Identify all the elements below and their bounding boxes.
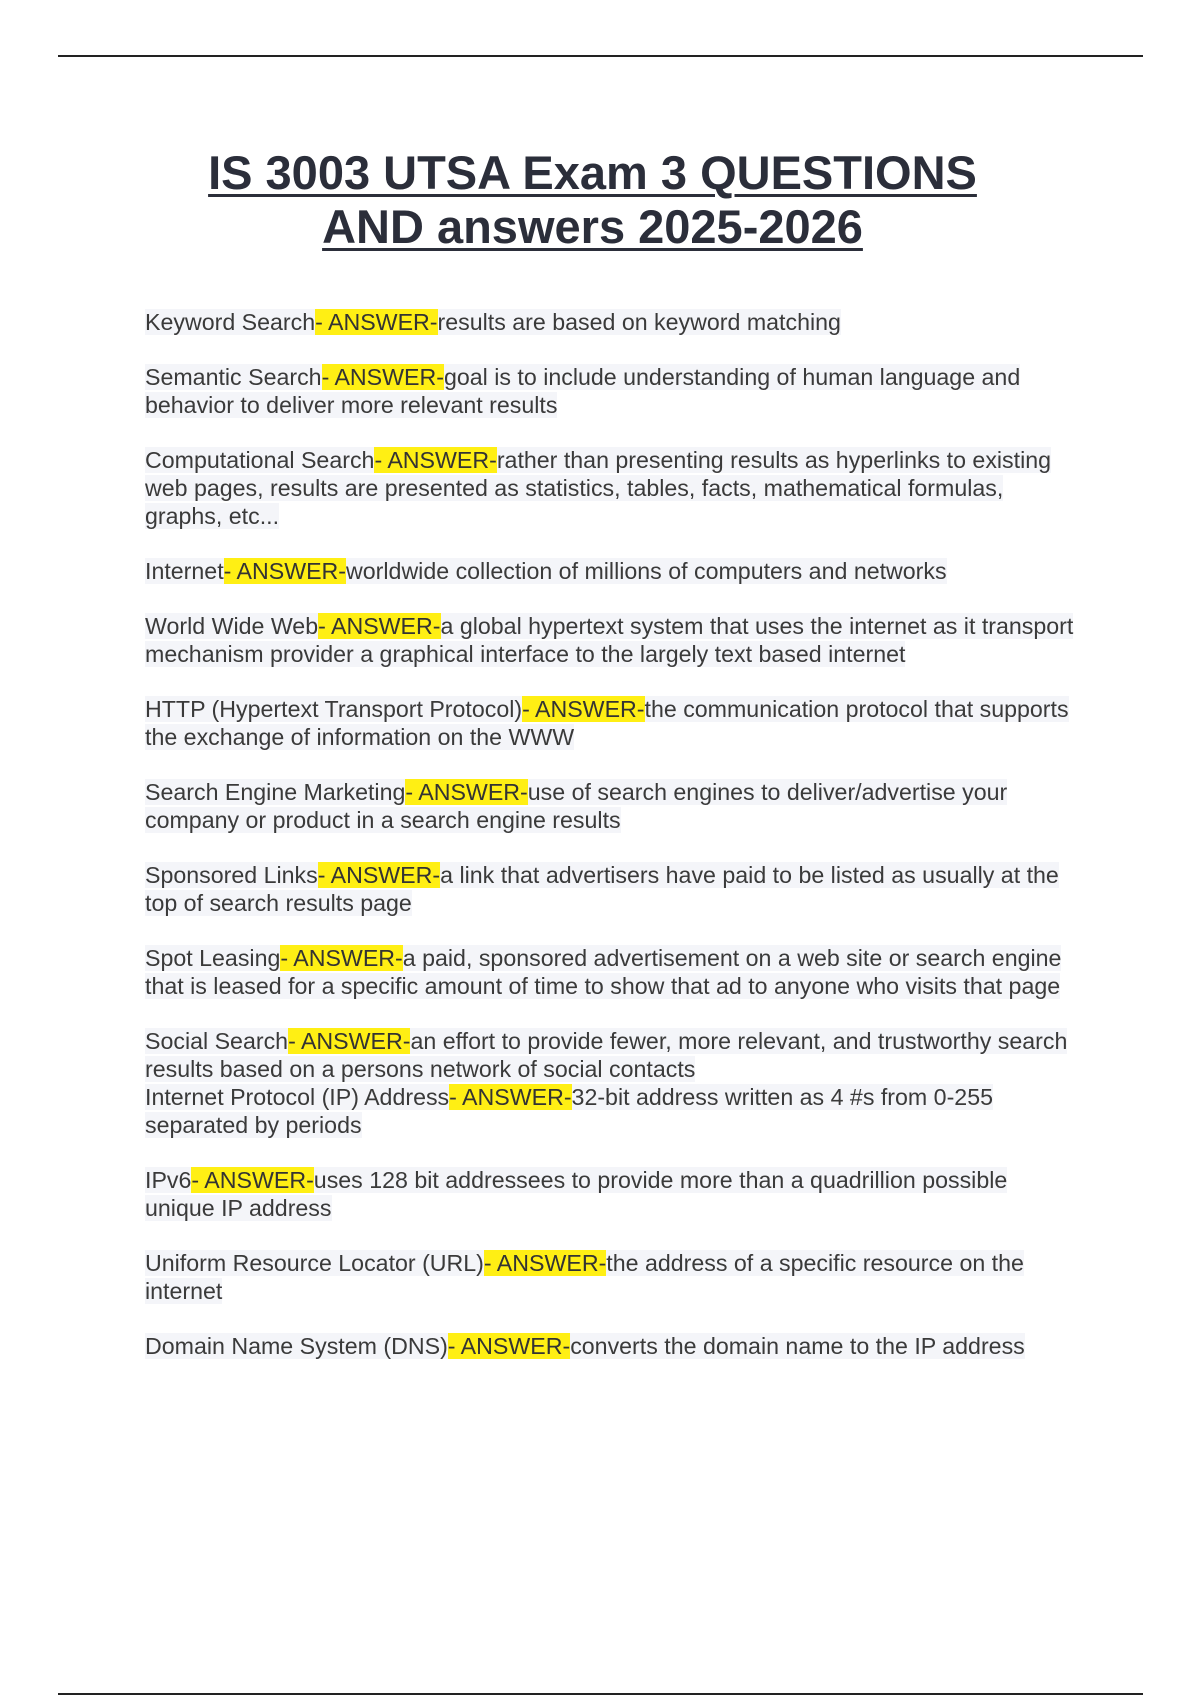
entry-definition: uses 128 bit addressees to provide more than a quadrillion possible unique IP address (145, 1167, 1008, 1221)
entry-term: Spot Leasing (145, 945, 281, 971)
qa-entry (145, 1027, 1075, 1083)
qa-entry (145, 778, 1075, 834)
qa-entry (145, 1249, 1075, 1305)
entry-definition: results are based on keyword matching (437, 309, 841, 335)
entry-definition: 32-bit address written as 4 #s from 0-255 separated by periods (145, 1084, 993, 1138)
entry-definition: an effort to provide fewer, more relevant, and trustworthy search results based on a persons network of social contacts (145, 1028, 1068, 1082)
answer-marker: - ANSWER- (447, 1333, 571, 1359)
answer-marker: - ANSWER- (321, 364, 444, 390)
entry-definition: the communication protocol that supports the exchange of information on the WWW (145, 696, 1069, 750)
entry-definition: goal is to include understanding of human language and behavior to deliver more relevant results (145, 364, 1021, 418)
entry-term: IPv6 (145, 1167, 192, 1193)
answer-marker: - ANSWER- (317, 862, 441, 888)
qa-entry (145, 612, 1075, 668)
answer-marker: - ANSWER- (280, 945, 403, 971)
qa-entry (145, 695, 1075, 751)
bottom-rule (58, 1693, 1143, 1695)
answer-marker: - ANSWER- (315, 309, 438, 335)
entry-term: Semantic Search (145, 364, 322, 390)
entry-definition: the address of a specific resource on the internet (145, 1250, 1024, 1304)
qa-entry (145, 1332, 1075, 1360)
qa-entry (145, 557, 1075, 585)
title-line-2: AND answers 2025-2026 (322, 200, 863, 253)
answer-marker: - ANSWER- (449, 1084, 572, 1110)
qa-entry (145, 446, 1075, 530)
answer-marker: - ANSWER- (405, 779, 528, 805)
entry-term: Search Engine Marketing (145, 779, 406, 805)
entry-term: Internet (145, 558, 224, 584)
qa-entry (145, 363, 1075, 419)
answer-marker: - ANSWER- (223, 558, 347, 584)
qa-entry (145, 1083, 1075, 1139)
top-rule (58, 55, 1143, 57)
entry-term: HTTP (Hypertext Transport Protocol) (145, 696, 523, 722)
entry-definition: rather than presenting results as hyperlinks to existing web pages, results are presented as statistics, tables, facts, mathematical formulas, graphs, etc... (145, 447, 1052, 529)
answer-marker: - ANSWER- (191, 1167, 314, 1193)
answer-marker: - ANSWER- (288, 1028, 411, 1054)
entry-term: Internet Protocol (IP) Address (145, 1084, 450, 1110)
entry-definition: use of search engines to deliver/advertise your company or product in a search engine results (145, 779, 1008, 833)
entry-term: Computational Search (145, 447, 375, 473)
entry-definition: a paid, sponsored advertisement on a web site or search engine that is leased for a specific amount of time to show that ad to anyone who visits that page (145, 945, 1062, 999)
entry-definition: a link that advertisers have paid to be listed as usually at the top of search results page (145, 862, 1059, 916)
entry-term: Uniform Resource Locator (URL) (145, 1250, 484, 1276)
entry-term: Sponsored Links (145, 862, 318, 888)
qa-entry (145, 1166, 1075, 1222)
qa-entry (145, 308, 1075, 336)
document-title (0, 146, 1185, 254)
entry-term: Keyword Search (145, 309, 316, 335)
entry-term: Social Search (145, 1028, 289, 1054)
title-line-1: IS 3003 UTSA Exam 3 QUESTIONS (208, 146, 977, 199)
entry-term: Domain Name System (DNS) (145, 1333, 448, 1359)
qa-entry (145, 944, 1075, 1000)
entry-term: World Wide Web (145, 613, 319, 639)
entry-definition: worldwide collection of millions of computers and networks (346, 558, 947, 584)
qa-entry (145, 861, 1075, 917)
entry-definition: converts the domain name to the IP address (570, 1333, 1025, 1359)
answer-marker: - ANSWER- (318, 613, 441, 639)
answer-marker: - ANSWER- (483, 1250, 607, 1276)
answer-marker: - ANSWER- (522, 696, 645, 722)
qa-list (145, 308, 1075, 1387)
entry-definition: a global hypertext system that uses the internet as it transport mechanism provider a graphical interface to the largely text based internet (145, 613, 1074, 667)
answer-marker: - ANSWER- (374, 447, 497, 473)
